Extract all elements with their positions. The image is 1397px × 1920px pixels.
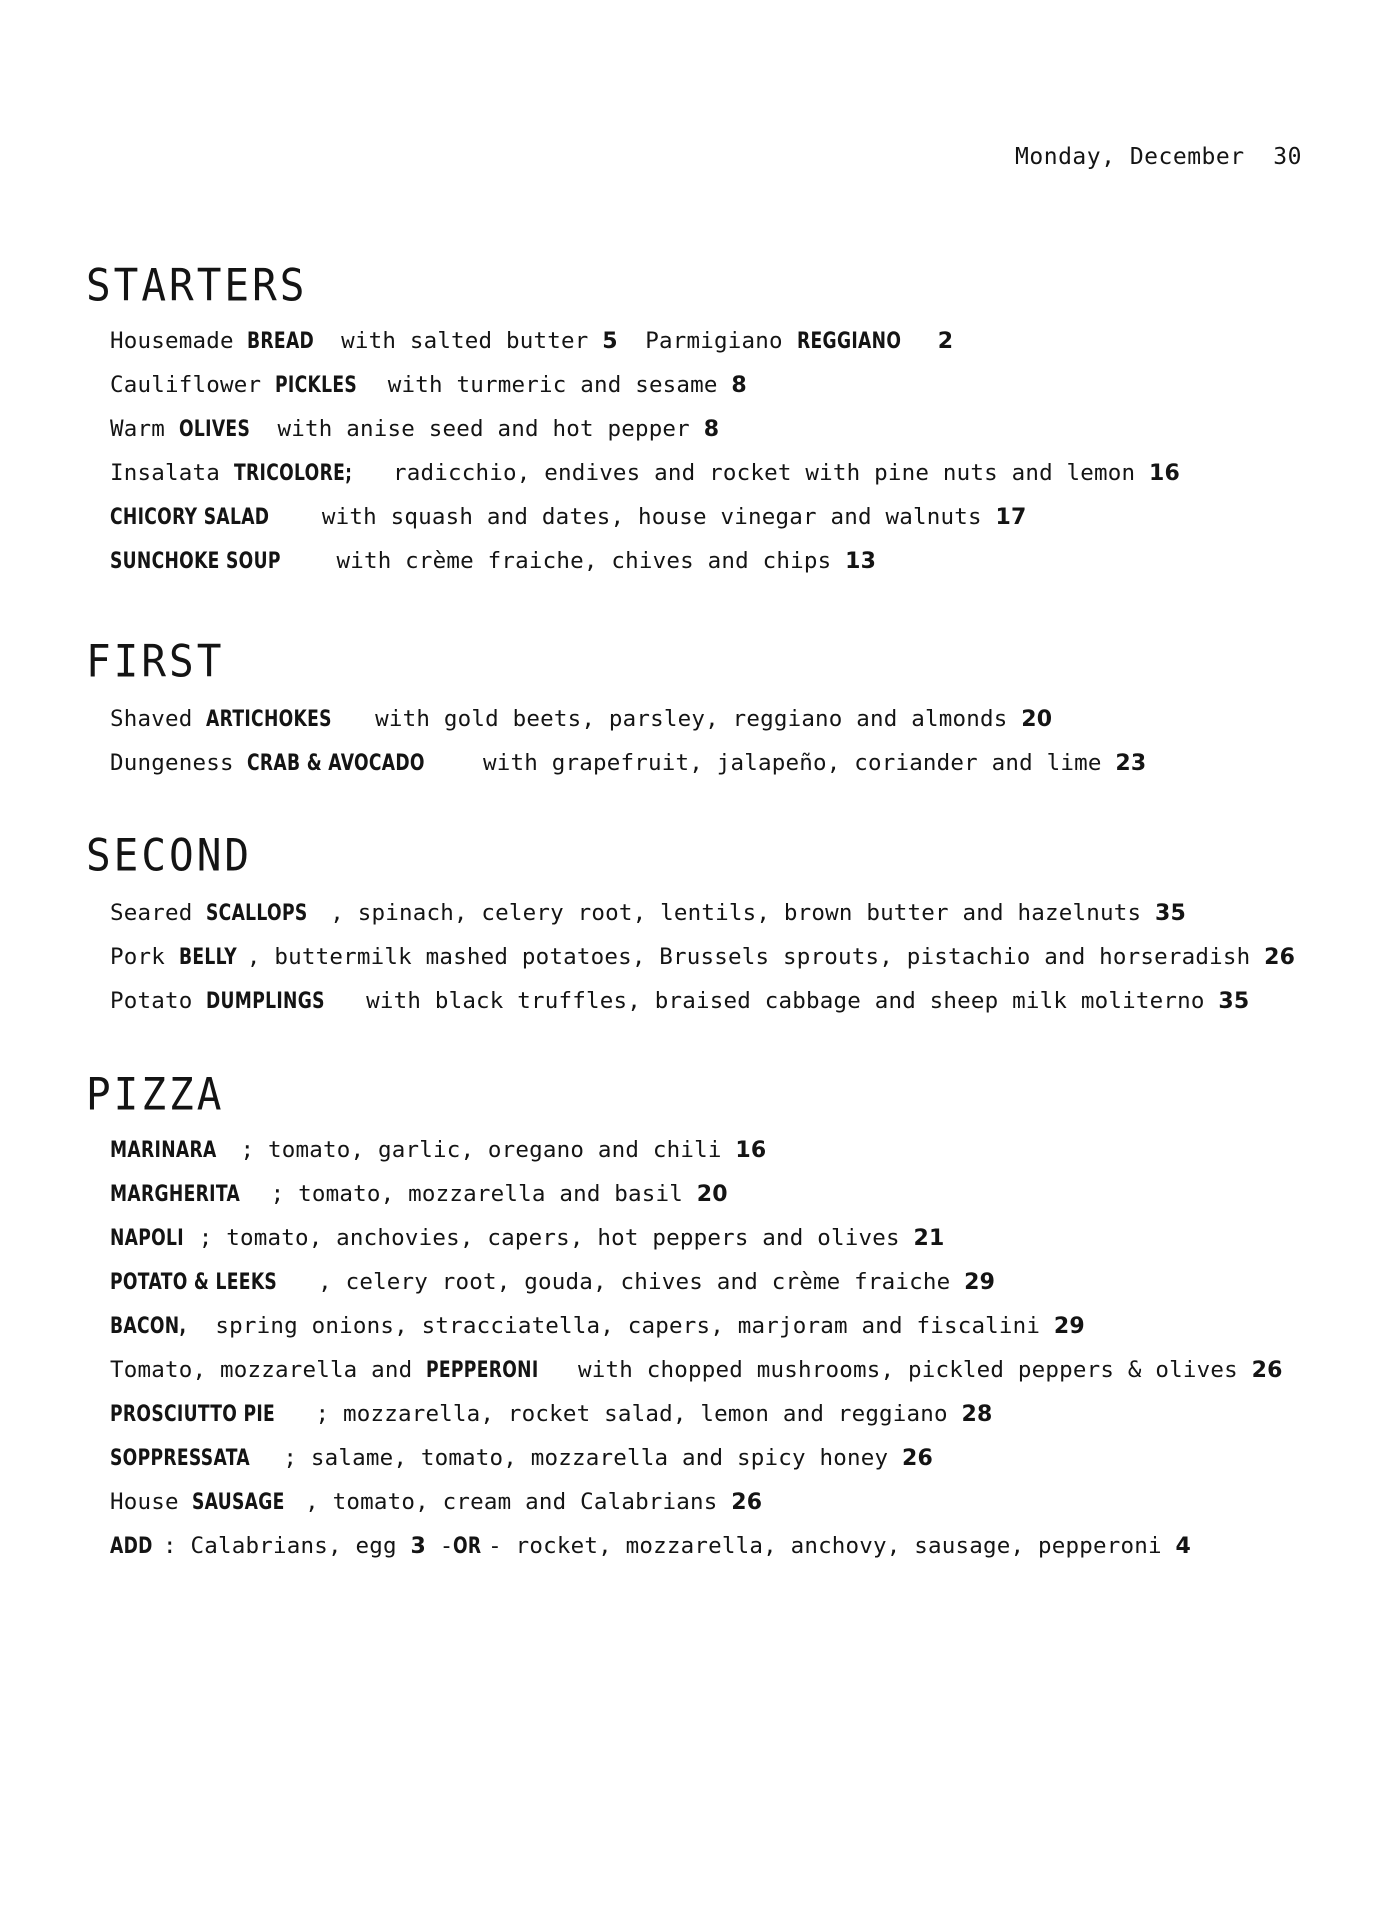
item-price: 8: [703, 417, 720, 442]
item-price: 5: [602, 329, 618, 354]
menu-date: Monday, December 30: [1015, 144, 1302, 170]
item-price: 26: [901, 1446, 933, 1471]
menu-item: [110, 1480, 1336, 1524]
menu-item: [110, 539, 1336, 583]
menu-list: [86, 891, 1336, 1023]
item-description: with gold beets, parsley, reggiano and almonds: [361, 706, 1022, 732]
item-prefix: Potato: [110, 988, 207, 1014]
item-description: , tomato, cream and Calabrians: [305, 1489, 732, 1515]
menu-item: [110, 1436, 1336, 1480]
item-prefix: Pork: [110, 944, 179, 970]
item-description: with black truffles, braised cabbage and sheep milk moliterno: [352, 988, 1219, 1014]
item-description: ; tomato, mozzarella and basil: [270, 1181, 697, 1207]
item-name-2: OR: [453, 1534, 482, 1559]
item-prefix: Tomato, mozzarella and: [110, 1357, 427, 1383]
menu-item: [110, 363, 1336, 407]
item-price: 29: [964, 1270, 996, 1295]
item-prefix: Seared: [110, 900, 207, 926]
item-price-2: 4: [1175, 1534, 1191, 1559]
menu-list: [86, 697, 1336, 785]
item-name: MARGHERITA: [110, 1182, 241, 1207]
item-price: 3: [410, 1534, 426, 1559]
item-price: 17: [995, 505, 1027, 530]
item-prefix: House: [110, 1489, 193, 1515]
menu-item: [110, 407, 1336, 451]
menu-item: [110, 451, 1336, 495]
item-name: NAPOLI: [110, 1226, 185, 1251]
item-description: ; salame, tomato, mozzarella and spicy honey: [283, 1445, 902, 1471]
item-description: radicchio, endives and rocket with pine nuts and lemon: [379, 460, 1150, 486]
item-price: 13: [845, 549, 877, 574]
item-price: 26: [1264, 945, 1296, 970]
item-description: , celery root, gouda, chives and crème fraiche: [318, 1269, 965, 1295]
menu-item: [110, 1524, 1336, 1568]
menu-item: [110, 1216, 1336, 1260]
item-description: with salted butter: [327, 328, 603, 354]
menu-item: [110, 979, 1336, 1023]
item-prefix: Shaved: [110, 706, 207, 732]
menu-item: [110, 697, 1336, 741]
item-name: BACON,: [110, 1314, 187, 1339]
item-name: ARTICHOKES: [206, 707, 333, 732]
item-name: DUMPLINGS: [206, 989, 326, 1014]
item-description-2: - rocket, mozzarella, anchovy, sausage, pepperoni: [488, 1533, 1176, 1559]
menu-item: [110, 891, 1336, 935]
item-prefix: Cauliflower: [110, 372, 275, 398]
item-name: PEPPERONI: [426, 1358, 539, 1383]
item-description: with crème fraiche, chives and chips: [322, 548, 846, 574]
item-description: ; tomato, garlic, oregano and chili: [240, 1137, 736, 1163]
item-description: ; mozzarella, rocket salad, lemon and reggiano: [315, 1401, 962, 1427]
menu-item: [110, 741, 1336, 785]
item-price: 23: [1115, 751, 1147, 776]
item-prefix: Housemade: [110, 328, 248, 354]
item-description: , buttermilk mashed potatoes, Brussels sprouts, pistachio and horseradish: [246, 944, 1265, 970]
item-name: SAUSAGE: [192, 1490, 286, 1515]
section-first: [86, 635, 1336, 785]
item-prefix: Insalata: [110, 460, 234, 486]
item-prefix-2: Parmigiano: [617, 328, 797, 354]
section-title: FIRST: [86, 635, 225, 688]
menu-list: [86, 319, 1336, 583]
menu-item: [110, 495, 1336, 539]
item-description: with anise seed and hot pepper: [263, 416, 704, 442]
item-price: 28: [961, 1402, 993, 1427]
item-price: 21: [913, 1226, 945, 1251]
menu-item: [110, 319, 1336, 363]
item-name-2: REGGIANO: [796, 329, 901, 354]
item-name: CHICORY SALAD: [110, 505, 270, 530]
item-description: , spinach, celery root, lentils, brown butter and hazelnuts: [330, 900, 1155, 926]
item-price: 35: [1155, 901, 1187, 926]
item-price: 16: [735, 1138, 767, 1163]
section-title: SECOND: [86, 829, 253, 882]
item-price: 8: [731, 373, 747, 398]
menu-item: [110, 935, 1336, 979]
item-description: with chopped mushrooms, pickled peppers & olives: [564, 1357, 1252, 1383]
section-pizza: [86, 1068, 1336, 1568]
menu-item: [110, 1260, 1336, 1304]
item-price: 16: [1149, 461, 1181, 486]
item-name: PROSCIUTTO PIE: [110, 1402, 276, 1427]
item-description: with squash and dates, house vinegar and walnuts: [308, 504, 996, 530]
item-price: 26: [1251, 1358, 1283, 1383]
item-description: : Calabrians, egg: [163, 1533, 411, 1559]
item-prefix: Warm: [110, 416, 179, 442]
item-name: SUNCHOKE SOUP: [110, 549, 281, 574]
section-second: [86, 829, 1336, 1023]
item-name: PICKLES: [274, 373, 358, 398]
item-price-2: 2: [937, 329, 954, 354]
section-title: STARTERS: [86, 259, 308, 312]
menu-item: [110, 1392, 1336, 1436]
item-name: OLIVES: [178, 417, 250, 442]
item-prefix: Dungeness: [110, 750, 248, 776]
item-price: 20: [1021, 707, 1053, 732]
item-price: 20: [696, 1182, 728, 1207]
item-name: TRICOLORE;: [233, 461, 353, 486]
item-description: with turmeric and sesame: [374, 372, 732, 398]
item-name: SOPPRESSATA: [110, 1446, 251, 1471]
item-name: BELLY: [178, 945, 237, 970]
item-description: with grapefruit, jalapeño, coriander and lime: [469, 750, 1116, 776]
item-price: 35: [1218, 989, 1250, 1014]
section-title: PIZZA: [86, 1068, 225, 1121]
item-name: MARINARA: [110, 1138, 217, 1163]
item-name: SCALLOPS: [206, 901, 308, 926]
menu-item: [110, 1304, 1336, 1348]
item-prefix-2: -: [425, 1533, 454, 1559]
item-description: ; tomato, anchovies, capers, hot peppers and olives: [198, 1225, 914, 1251]
item-name: CRAB & AVOCADO: [247, 751, 426, 776]
menu-item: [110, 1128, 1336, 1172]
item-name: POTATO & LEEKS: [110, 1270, 278, 1295]
section-starters: [86, 259, 1336, 583]
menu-item: [110, 1172, 1336, 1216]
item-name: BREAD: [247, 329, 315, 354]
menu-list: [86, 1128, 1336, 1568]
item-price: 26: [731, 1490, 763, 1515]
item-price: 29: [1053, 1314, 1085, 1339]
menu-item: [110, 1348, 1336, 1392]
item-name: ADD: [110, 1534, 153, 1559]
item-description: spring onions, stracciatella, capers, marjoram and fiscalini: [201, 1313, 1054, 1339]
